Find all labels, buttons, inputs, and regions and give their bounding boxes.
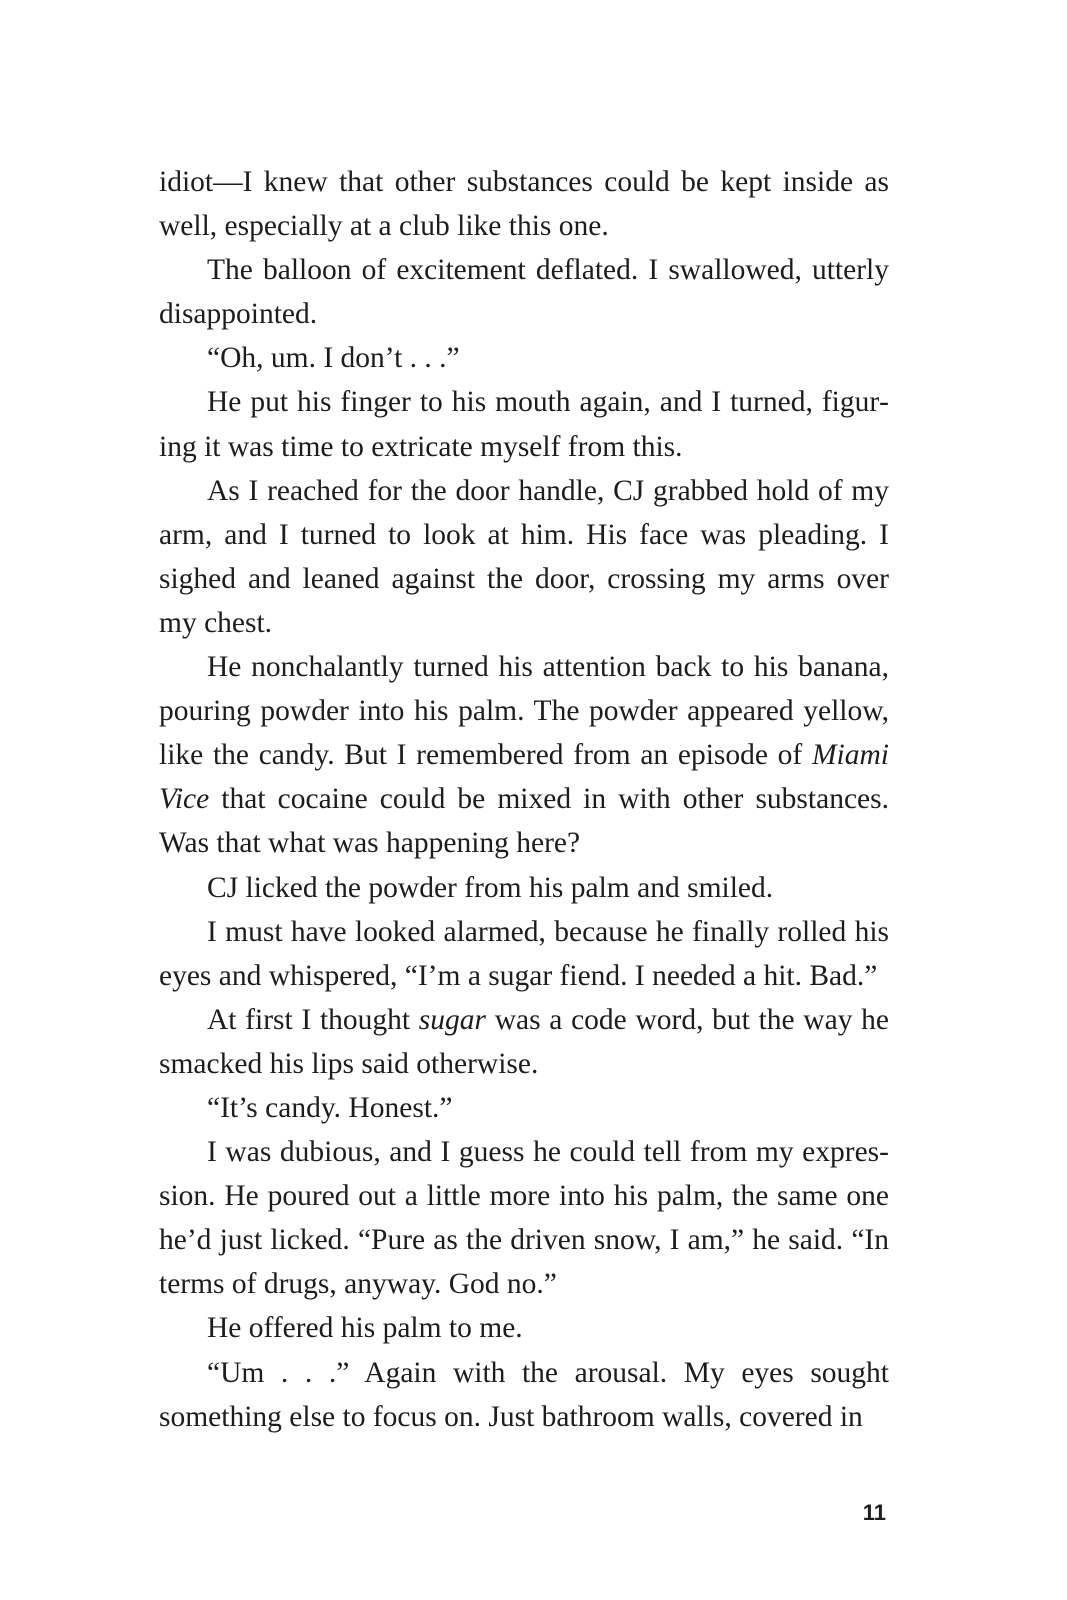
text-run: He offered his palm to me.: [207, 1312, 523, 1345]
paragraph: [159, 380, 889, 468]
text-run: idiot—I knew that other substances could be kept inside as well, especially at a club like this one.: [159, 166, 889, 243]
paragraph: [159, 1306, 889, 1350]
paragraph: [159, 160, 889, 248]
paragraph: [159, 1130, 889, 1306]
text-run: “Oh, um. I don’t . . .”: [207, 342, 460, 375]
text-run: “Um . . .” Again with the arousal. My eyes sought something else to focus on. Just bathroom walls, covered in: [159, 1356, 889, 1433]
paragraph: [159, 1351, 889, 1439]
text-run: CJ licked the powder from his palm and smiled.: [207, 871, 774, 904]
paragraph: [159, 866, 889, 910]
text-run: I must have looked alarmed, because he finally rolled his eyes and whispered, “I’m a sugar fiend. I needed a hit. Bad.”: [159, 915, 889, 992]
paragraph: [159, 1086, 889, 1130]
italic-text: Miami Vice: [159, 739, 889, 816]
text-run: was a code word, but the way he smacked his lips said otherwise.: [159, 1003, 889, 1080]
text-run: As I reached for the door handle, CJ grabbed hold of my arm, and I turned to look at him. His face was pleading. I sighed and leaned against the door, crossing my arms over my chest.: [159, 474, 889, 639]
text-run: He put his finger to his mouth again, and I turned, figuring it was time to extricate myself from this.: [159, 386, 889, 463]
paragraph: [159, 248, 889, 336]
paragraph: [159, 469, 889, 645]
paragraph: [159, 645, 889, 865]
italic-text: sugar: [418, 1003, 487, 1036]
paragraph: [159, 998, 889, 1086]
paragraph: [159, 336, 889, 380]
text-run: “It’s candy. Honest.”: [207, 1091, 453, 1124]
text-run: I was dubious, and I guess he could tell from my expression. He poured out a little more into his palm, the same one he’d just licked. “Pure as the driven snow, I am,” he said. “In terms of drugs, anyway. God no.”: [159, 1136, 889, 1301]
paragraph: [159, 910, 889, 998]
page-number: 11: [862, 1500, 886, 1525]
text-run: At first I thought: [207, 1003, 419, 1036]
text-run: He nonchalantly turned his attention back to his banana, pouring powder into his palm. The powder appeared yellow, like the candy. But I remembered from an episode of: [159, 651, 889, 772]
text-run: The balloon of excitement deflated. I swallowed, utterly disappointed.: [159, 254, 889, 331]
body-text: [159, 160, 889, 1439]
text-run: that cocaine could be mixed in with other substances. Was that what was happening here?: [159, 783, 889, 860]
